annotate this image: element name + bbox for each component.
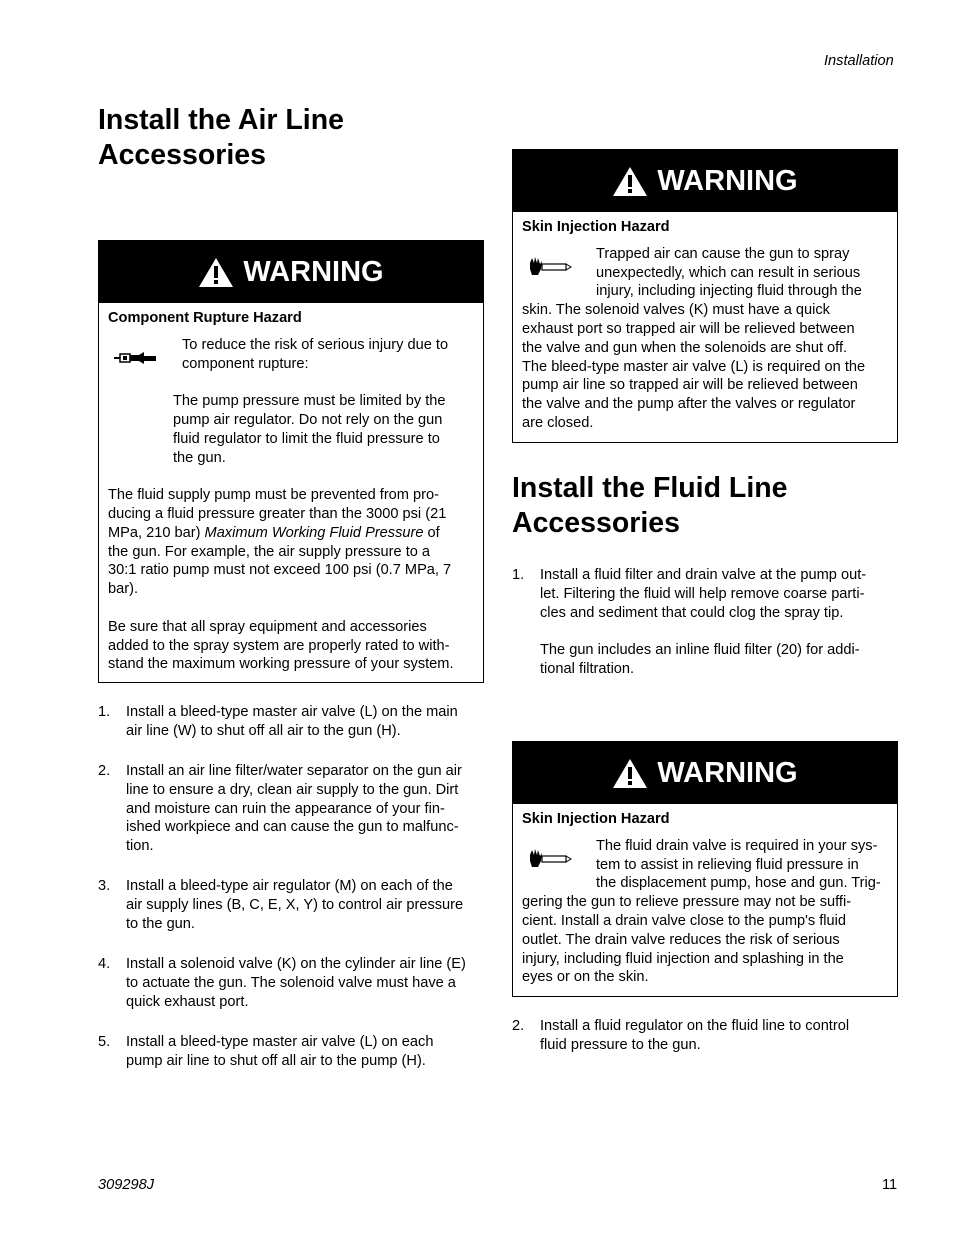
text-line: skin. The solenoid valves (K) must have a quick (522, 302, 830, 319)
warning-label: WARNING (243, 255, 384, 288)
text-line: The fluid drain valve is required in your sys- (596, 837, 878, 854)
text-line: unexpectedly, which can result in serious (596, 264, 861, 281)
text-line: The bleed-type master air valve (L) is required on the (522, 358, 866, 375)
hazard-title: Skin Injection Hazard (522, 811, 670, 827)
text-line: exhaust port so trapped air will be relieved between (522, 320, 855, 337)
warning-label: WARNING (657, 164, 798, 197)
hazard-title: Component Rupture Hazard (108, 310, 302, 326)
hand-injection-icon (528, 255, 572, 277)
text-line: fluid pressure to the gun. (540, 1036, 701, 1053)
text-line: Be sure that all spray equipment and accessories (108, 618, 427, 635)
text-line: tion. (126, 838, 154, 855)
text-line: the valve and the pump after the valves or regulator (522, 396, 856, 413)
text-line: pump air line so trapped air will be relieved between (522, 377, 858, 394)
warning-triangle-icon (612, 166, 648, 197)
warning-box-skin-injection (512, 149, 898, 443)
running-header: Installation (824, 53, 894, 69)
list-number: 2. (98, 763, 111, 779)
text-line: let. Filtering the fluid will help remove coarse parti- (540, 585, 865, 602)
page-title-air-line (98, 103, 344, 173)
text-span: MPa, 210 bar) (108, 524, 205, 541)
title-line: Install the Air Line (98, 104, 344, 136)
text-line: Install a bleed-type master air valve (L) on each (126, 1034, 434, 1050)
page-number: 11 (882, 1177, 898, 1193)
text-line: to the gun. (126, 915, 195, 932)
page-title-fluid-line (512, 471, 788, 541)
text-line: air supply lines (B, C, E, X, Y) to control air pressure (126, 896, 464, 913)
warning-box-rupture (98, 240, 484, 683)
title-line: Accessories (98, 139, 266, 171)
emphasis-text: Maximum Working Fluid Pressure (204, 524, 424, 541)
text-line: quick exhaust port. (126, 993, 249, 1010)
text-line: The pump pressure must be limited by the (173, 393, 446, 410)
text-line: stand the maximum working pressure of your system. (108, 656, 454, 673)
list-number: 1. (98, 704, 111, 720)
text-span: of (423, 524, 440, 541)
text-line: ducing a fluid pressure greater than the 3000 psi (21 (108, 505, 447, 522)
text-line: are closed. (522, 414, 594, 431)
warning-header (99, 241, 483, 303)
warning-label: WARNING (657, 756, 798, 789)
warning-header (513, 742, 897, 804)
text-line: the gun. (173, 449, 226, 466)
text-line: line to ensure a dry, clean air supply to the gun. Dirt (126, 781, 459, 798)
text-line: Install a fluid regulator on the fluid line to control (540, 1018, 850, 1034)
text-line: Install a solenoid valve (K) on the cylinder air line (E) (126, 956, 466, 972)
text-line: Install an air line filter/water separator on the gun air (126, 763, 462, 779)
hand-injection-icon (528, 847, 572, 869)
text-line: eyes or on the skin. (522, 969, 649, 986)
text-line: Install a fluid filter and drain valve at the pump out- (540, 567, 867, 583)
text-line: and moisture can ruin the appearance of your fin- (126, 800, 445, 817)
text-line: cles and sediment that could clog the spray tip. (540, 604, 844, 621)
text-line: The fluid supply pump must be prevented from pro- (108, 487, 439, 504)
list-number: 4. (98, 956, 111, 972)
warning-triangle-icon (198, 257, 234, 288)
text-line: tem to assist in relieving fluid pressure in (596, 856, 859, 873)
list-number: 1. (512, 567, 525, 583)
text-line: added to the spray system are properly rated to with- (108, 637, 450, 654)
text-line: tional filtration. (540, 660, 635, 677)
text-line: The gun includes an inline fluid filter (20) for addi- (540, 642, 860, 659)
text-line: outlet. The drain valve reduces the risk of serious (522, 931, 840, 948)
title-line: Accessories (512, 507, 680, 539)
text-line: To reduce the risk of serious injury due to (182, 336, 449, 353)
warning-header (513, 150, 897, 212)
text-line: gering the gun to relieve pressure may not be suffi- (522, 894, 852, 911)
doc-number: 309298J (98, 1177, 154, 1193)
text-line: injury, including fluid injection and splashing in the (522, 950, 844, 967)
list-number: 5. (98, 1034, 111, 1050)
text-line: injury, including injecting fluid through the (596, 283, 862, 300)
text-line (108, 524, 474, 543)
list-number: 2. (512, 1018, 525, 1034)
title-line: Install the Fluid Line (512, 472, 788, 504)
hazard-title: Skin Injection Hazard (522, 219, 670, 235)
text-line: pump air line to shut off all air to the pump (H). (126, 1052, 426, 1069)
text-line: Install a bleed-type master air valve (L) on the main (126, 704, 458, 720)
text-line: fluid regulator to limit the fluid pressure to (173, 430, 440, 447)
text-line: to actuate the gun. The solenoid valve must have a (126, 974, 456, 991)
text-line: ished workpiece and can cause the gun to malfunc- (126, 819, 459, 836)
warning-box-drain-valve (512, 741, 898, 997)
text-line: the displacement pump, hose and gun. Trig- (596, 875, 881, 892)
text-line: air line (W) to shut off all air to the gun (H). (126, 722, 401, 739)
list-number: 3. (98, 878, 111, 894)
text-line: cient. Install a drain valve close to the pump's fluid (522, 912, 847, 929)
text-line: the valve and gun when the solenoids are shut off. (522, 339, 848, 356)
text-line: 30:1 ratio pump must not exceed 100 psi (0.7 MPa, 7 (108, 562, 452, 579)
text-line: bar). (108, 581, 139, 598)
warning-triangle-icon (612, 758, 648, 789)
text-line: pump air regulator. Do not rely on the gun (173, 411, 443, 428)
text-line: Install a bleed-type air regulator (M) on each of the (126, 878, 453, 894)
text-line: component rupture: (182, 355, 309, 372)
rupture-icon (114, 352, 156, 364)
text-line: the gun. For example, the air supply pressure to a (108, 543, 431, 560)
text-line: Trapped air can cause the gun to spray (596, 245, 850, 262)
